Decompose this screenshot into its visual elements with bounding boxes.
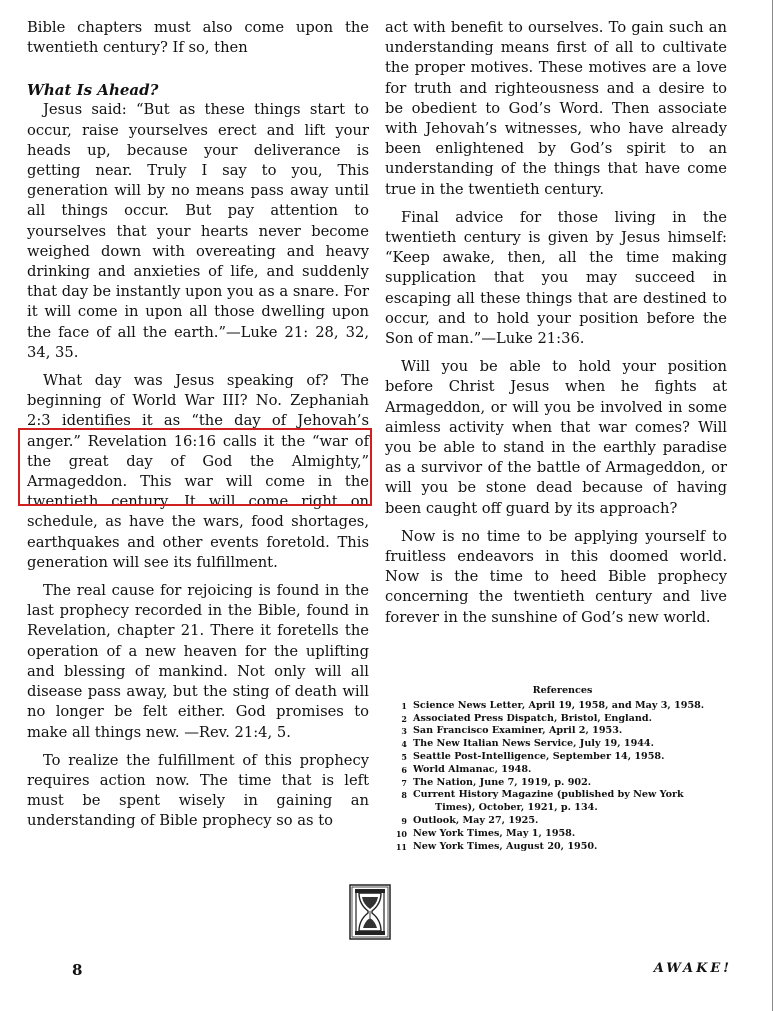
reference-item: 9 Outlook, May 27, 1925. xyxy=(401,814,539,826)
references-list xyxy=(395,700,730,854)
paragraph-act-with-benefit: act with benefit to ourselves. To gain such an understanding means first of all to cultivate the proper motives. These motives are a love for truth and righteousness and a desire to be obedient to God’s Word. Then associate with Jehovah’s witnesses, who have already been enlightened by God’s spirit to an understanding of the things that have come true in the twentieth century. xyxy=(385,19,727,198)
reference-item: 8 Current History Magazine (published by New York Times), October, 1921, p. 134. xyxy=(401,789,684,814)
paragraph-final-advice: Final advice for those living in the twentieth century is given by Jesus himself: “Keep awake, then, all the time making supplication that you may succeed in escaping all these things that are destined to occur, and to hold your position before the Son of man.”—Luke 21:36. xyxy=(385,208,727,348)
reference-item: 1 Science News Letter, April 19, 1958, and May 3, 1958. xyxy=(401,699,705,711)
references-section xyxy=(395,685,730,853)
reference-item: 7 The Nation, June 7, 1919, p. 902. xyxy=(401,776,592,788)
magazine-title: AWAKE! xyxy=(653,961,732,976)
reference-item: 2 Associated Press Dispatch, Bristol, England. xyxy=(401,712,652,724)
reference-item: 6 World Almanac, 1948. xyxy=(401,763,532,775)
references-title: References xyxy=(532,685,593,696)
reference-item: 11 New York Times, August 20, 1950. xyxy=(395,840,598,852)
paragraph-what-day: What day was Jesus speaking of? The beginning of World War III? No. Zephaniah 2:3 identifies it as “the day of Jehovah’s anger.” Revelation 16:16 calls it the “war of the great day of God the Almighty,” Armageddon. This war will come in the twentieth century. It will come right on schedule, as have the wars, food shortages, earthquakes and other events foretold. This generation will see its fulfillment. xyxy=(27,372,369,571)
right-column xyxy=(385,18,727,628)
paragraph-continuation: Bible chapters must also come upon the twentieth century? If so, then xyxy=(27,19,369,57)
paragraph-realize: To realize the fulfillment of this prophecy requires action now. The time that is left must be spent wisely in gaining an understanding of Bible prophecy so as to xyxy=(27,751,369,830)
section-heading: What Is Ahead? xyxy=(27,81,159,100)
page-number: 8 xyxy=(72,961,83,979)
reference-item: 10 New York Times, May 1, 1958. xyxy=(395,827,576,839)
reference-item: 3 San Francisco Examiner, April 2, 1953. xyxy=(401,725,623,737)
reference-item: 4 The New Italian News Service, July 19, 1944. xyxy=(401,738,654,750)
hourglass-icon xyxy=(349,884,391,940)
paragraph-real-cause: The real cause for rejoicing is found in the last prophecy recorded in the Bible, found in Revelation, chapter 21. There it foretells the operation of a new heaven for the uplifting and blessing of mankind. Not only will all disease pass away, but the sting of death will no longer be felt either. God promises to make all things new. —Rev. 21:4, 5. xyxy=(27,582,369,741)
paragraph-jesus-said: Jesus said: “But as these things start to occur, raise yourselves erect and lift your heads up, because your deliverance is getting near. Truly I say to you, This generation will by no means pass away until all things occur. But pay attention to yourselves that your hearts never become weighed down with overeating and heavy drinking and anxieties of life, and suddenly that day be instantly upon you as a snare. For it will come in upon all those dwelling upon the face of all the earth.”—Luke 21: 28, 32, 34, 35. xyxy=(27,101,369,361)
reference-item: 5 Seattle Post-Intelligence, September 14, 1958. xyxy=(401,750,665,762)
paragraph-will-you: Will you be able to hold your position before Christ Jesus when he fights at Armageddon, or will you be involved in some aimless activity when that war comes? Will you be able to stand in the earthly paradise as a survivor of the battle of Armageddon, or will you be stone dead because of having been caught off guard by its approach? xyxy=(385,358,727,517)
paragraph-now-is: Now is no time to be applying yourself to fruitless endeavors in this doomed world. Now is the time to heed Bible prophecy concerning the twentieth century and live forever in the sunshine of God’s new world. xyxy=(385,527,727,626)
left-column xyxy=(27,18,369,832)
